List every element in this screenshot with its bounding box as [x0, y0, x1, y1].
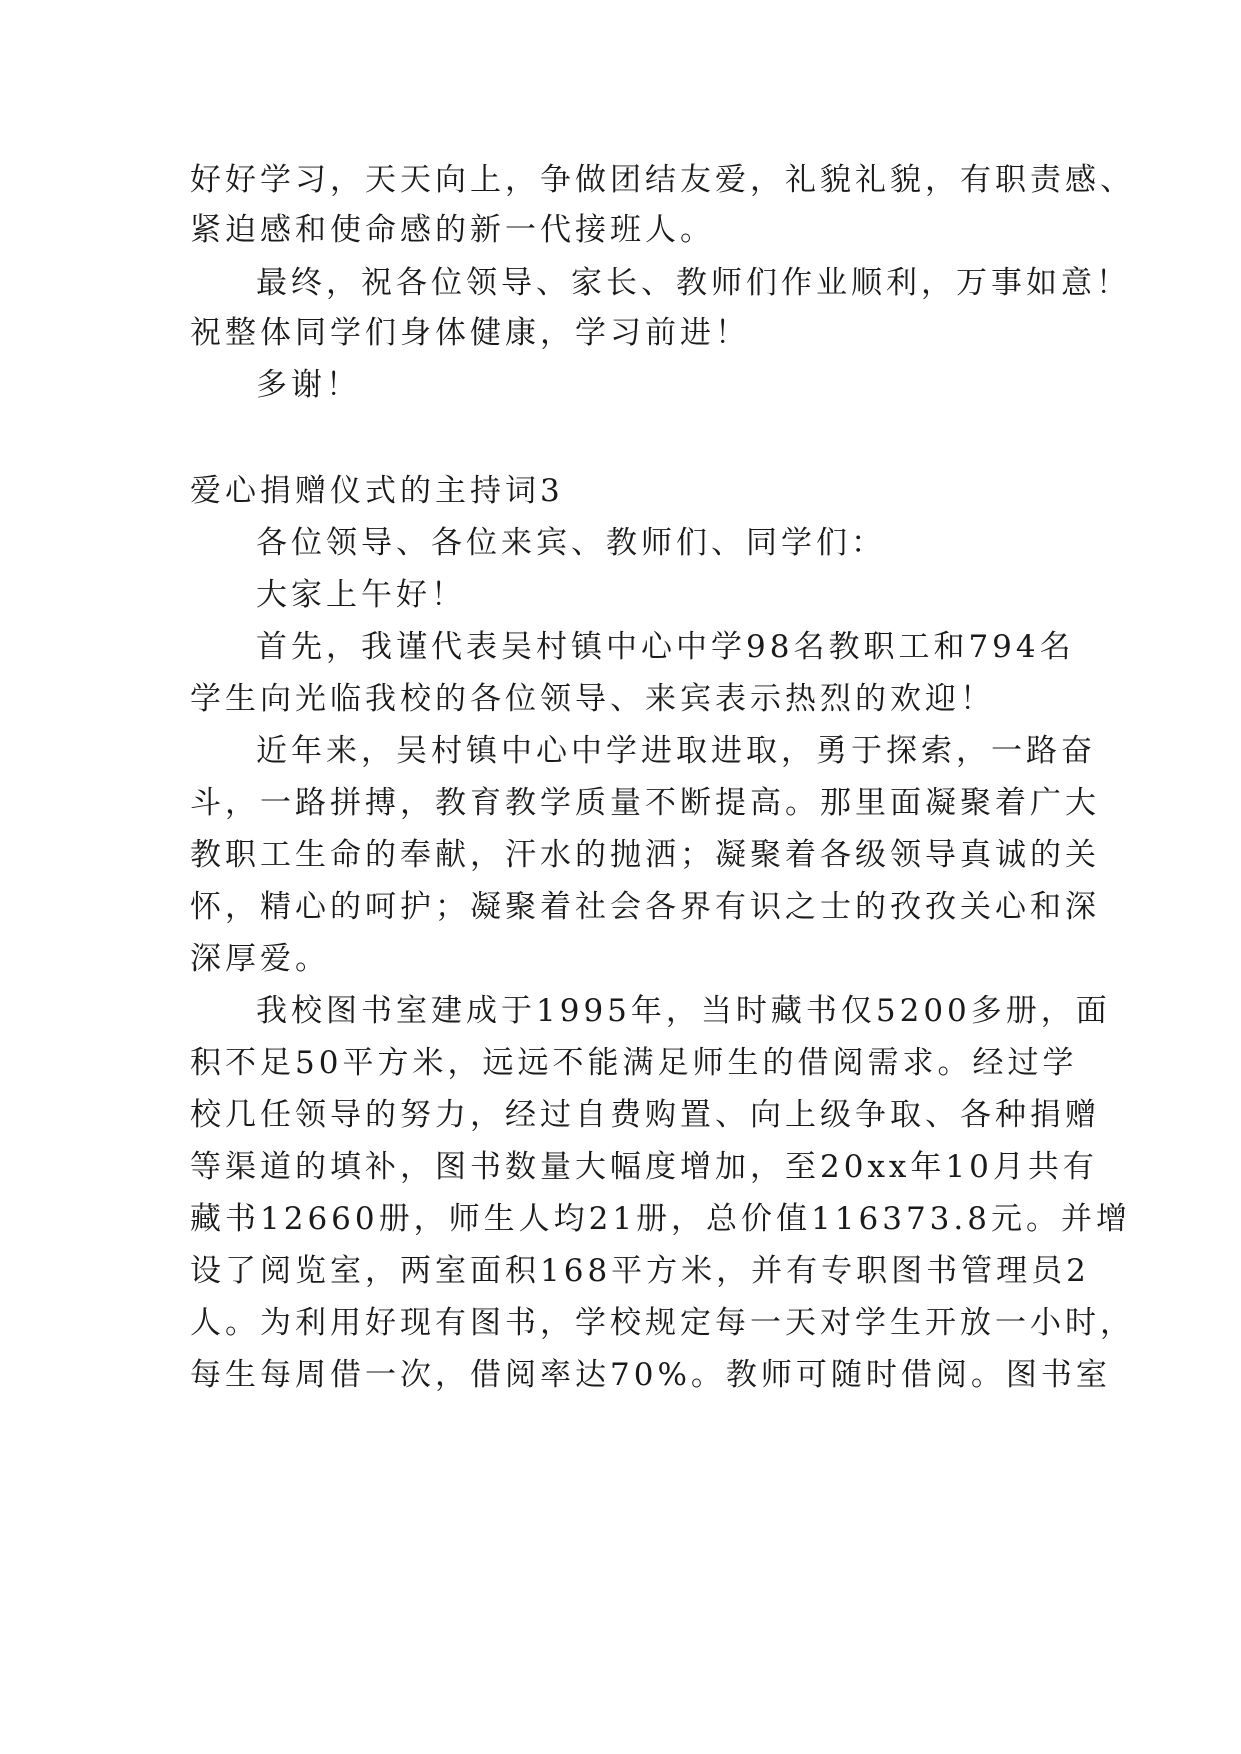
text-line: 各位领导、各位来宾、教师们、同学们：	[256, 525, 886, 561]
text-line: 紧迫感和使命感的新一代接班人。	[190, 212, 715, 248]
text-line: 祝整体同学们身体健康，学习前进！	[190, 315, 750, 351]
text-line: 首先，我谨代表吴村镇中心中学98名教职工和794名	[256, 629, 1075, 665]
text-line: 学生向光临我校的各位领导、来宾表示热烈的欢迎！	[190, 681, 995, 717]
text-line: 等渠道的填补，图书数量大幅度增加，至20xx年10月共有	[190, 1149, 1098, 1185]
text-line: 我校图书室建成于1995年，当时藏书仅5200多册，面	[256, 993, 1111, 1029]
text-line: 多谢！	[256, 367, 361, 403]
text-line: 大家上午好！	[256, 577, 466, 613]
section-heading: 爱心捐赠仪式的主持词3	[190, 473, 564, 509]
text-line: 深厚爱。	[190, 941, 330, 977]
text-line: 人。为利用好现有图书，学校规定每一天对学生开放一小时，	[190, 1305, 1135, 1341]
text-line: 每生每周借一次，借阅率达70%。教师可随时借阅。图书室	[190, 1357, 1111, 1393]
text-line: 怀，精心的呵护；凝聚着社会各界有识之士的孜孜关心和深	[190, 889, 1100, 925]
text-line: 设了阅览室，两室面积168平方米，并有专职图书管理员2	[190, 1253, 1090, 1289]
text-line: 近年来，吴村镇中心中学进取进取，勇于探索，一路奋	[256, 733, 1096, 769]
text-line: 藏书12660册，师生人均21册，总价值116373.8元。并增	[190, 1201, 1131, 1237]
text-line: 教职工生命的奉献，汗水的抛洒；凝聚着各级领导真诚的关	[190, 837, 1100, 873]
text-line: 校几任领导的努力，经过自费购置、向上级争取、各种捐赠	[190, 1097, 1100, 1133]
text-line: 好好学习，天天向上，争做团结友爱，礼貌礼貌，有职责感、	[190, 162, 1135, 198]
text-line: 斗，一路拼搏，教育教学质量不断提高。那里面凝聚着广大	[190, 785, 1100, 821]
text-line: 最终，祝各位领导、家长、教师们作业顺利，万事如意！	[256, 265, 1131, 301]
text-line: 积不足50平方米，远远不能满足师生的借阅需求。经过学	[190, 1045, 1078, 1081]
